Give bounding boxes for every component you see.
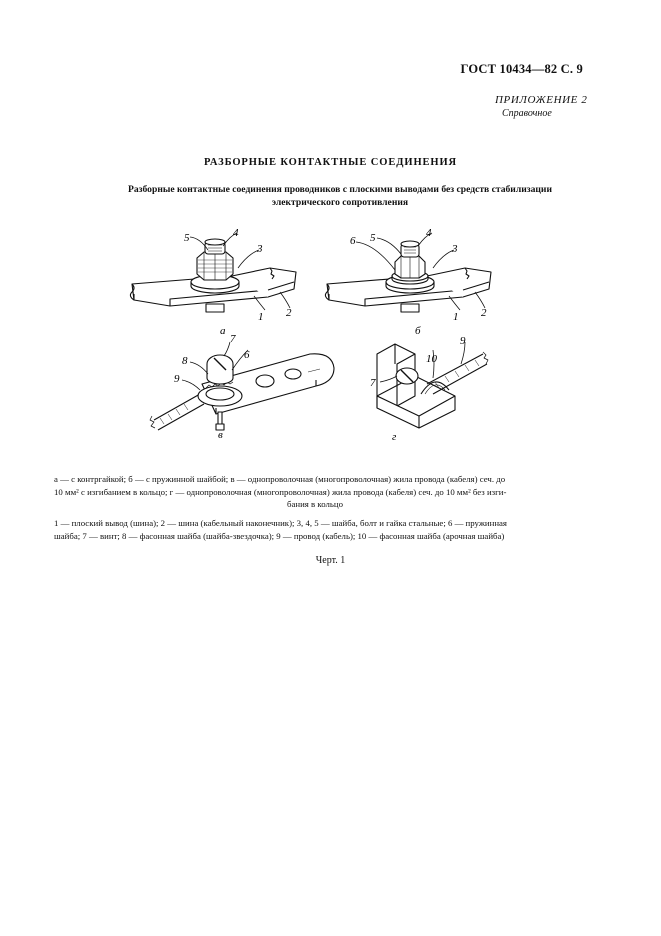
panel-v-drawing — [150, 342, 334, 430]
callout-8-v: 8 — [182, 355, 188, 367]
callout-2-a: 2 — [286, 307, 292, 319]
caption-legend — [54, 517, 576, 542]
callout-3-a: 3 — [257, 243, 263, 255]
callout-3-b: 3 — [452, 243, 458, 255]
caption-legend-line-1: 1 — плоский вывод (шина); 2 — шина (кабельный наконечник); 3, 4, 5 — шайба, болт и гайка стальные; 6 — пружинная — [54, 518, 507, 528]
callout-5-a: 5 — [184, 232, 190, 244]
figure-label: Черт. 1 — [315, 555, 346, 566]
panel-label-v: в — [218, 429, 223, 441]
panel-label-b: б — [415, 325, 421, 337]
callout-7-g: 7 — [370, 377, 376, 389]
section-title: РАЗБОРНЫЕ КОНТАКТНЫЕ СОЕДИНЕНИЯ — [203, 157, 458, 168]
callout-7-v: 7 — [230, 333, 236, 345]
callout-10-g: 10 — [426, 353, 437, 365]
callout-9-v: 9 — [174, 373, 180, 385]
callout-1-a: 1 — [258, 311, 264, 323]
callout-1-b: 1 — [453, 311, 459, 323]
callout-6-b: 6 — [350, 235, 356, 247]
callout-2-b: 2 — [481, 307, 487, 319]
panel-a-drawing — [130, 233, 296, 312]
subtitle-line-1: Разборные контактные соединения проводников с плоскими выводами без средств стабилизации — [128, 184, 552, 195]
appendix-title: ПРИЛОЖЕНИЕ 2 — [495, 94, 588, 106]
contact-connections-figure — [120, 224, 520, 446]
appendix-subtitle: Справочное — [502, 108, 552, 119]
subtitle-line-2: электрического сопротивления — [271, 197, 409, 208]
callout-5-b: 5 — [370, 232, 376, 244]
caption-variants-line-3: бания в кольцо — [286, 499, 343, 509]
section-subtitle — [70, 183, 610, 209]
callout-6-v: 6 — [244, 349, 250, 361]
panel-label-g: г — [392, 431, 397, 443]
callout-9-g: 9 — [460, 335, 466, 347]
standard-header: ГОСТ 10434—82 С. 9 — [460, 62, 583, 76]
caption-variants — [54, 473, 576, 511]
caption-legend-line-2: шайба; 7 — винт; 8 — фасонная шайба (шайба-звездочка); 9 — провод (кабель); 10 — фасонная шайба (арочная шайба) — [54, 530, 505, 541]
callout-4-b: 4 — [426, 227, 432, 239]
callout-4-a: 4 — [233, 227, 239, 239]
caption-variants-line-2: 10 мм² с изгибанием в кольцо; г — однопроволочная (многопроволочная) жила провода (кабеля) сеч. до 10 мм² без изги- — [54, 486, 507, 497]
panel-label-a: а — [220, 325, 226, 337]
caption-variants-line-1: а — с контргайкой; б — с пружинной шайбой; в — однопроволочная (многопроволочная) жила провода (кабеля) сеч. до — [54, 474, 506, 484]
